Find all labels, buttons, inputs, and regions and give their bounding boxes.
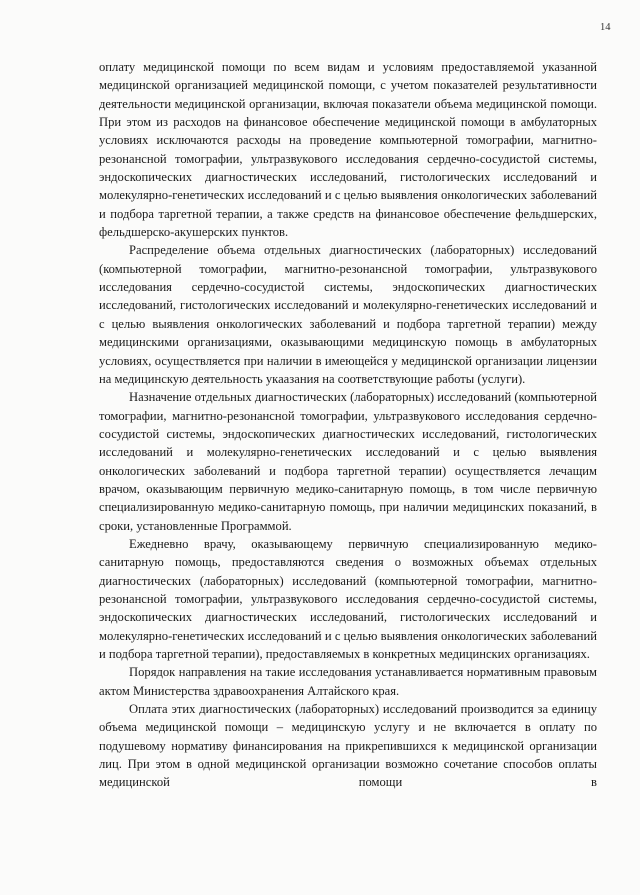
paragraph-continuation: оплату медицинской помощи по всем видам и условиям предоставляемой указанной медицинской организацией медицинской помощи, с учетом показателей результативности деятельности медицинской организации, включая показатели объема медицинской помощи. При этом из расходов на финансовое обеспечение медицинской помощи в амбулаторных условиях исключаются расходы на проведение компьютерной томографии, магнитно-резонансной томографии, ультразвукового исследования сердечно-сосудистой системы, эндоскопических диагностических исследований, гистологических исследований и молекулярно-генетических исследований и с целью выявления онкологических заболеваний и подбора таргетной терапии, а также средств на финансовое обеспечение фельдшерских, фельдшерско-акушерских пунктов.	[99, 60, 597, 240]
paragraph-assignment: Назначение отдельных диагностических (лабораторных) исследований (компьютерной томографии, магнитно-резонансной томографии, ультразвукового исследования сердечно-сосудистой системы, эндоскопических диагностических исследований, гистологических исследований и молекулярно-генетических исследований и с целью выявления онкологических заболеваний и подбора таргетной терапии) осуществляется лечащим врачом, оказывающим первичную медико-санитарную помощь, в том числе первичную специализированную медико-санитарную помощь, при наличии медицинских показаний, в сроки, установленные Программой.	[99, 390, 597, 533]
paragraph-payment: Оплата этих диагностических (лабораторных) исследований производится за единицу объема медицинской помощи – медицинскую услугу и не включается в оплату по подушевому нормативу финансирования на прикрепившихся к медицинской организации лиц. При этом в одной медицинской организации возможно сочетание способов оплаты медицинской помощи в	[99, 702, 597, 790]
paragraph-daily-info: Ежедневно врачу, оказывающему первичную специализированную медико-санитарную помощь, предоставляются сведения о возможных объемах отдельных диагностических (лабораторных) исследований (компьютерной томографии, магнитно-резонансной томографии, ультразвукового исследования сердечно-сосудистой системы, эндоскопических диагностических исследований, гистологических исследований и молекулярно-генетических исследований и с целью выявления онкологических заболеваний и подбора таргетной терапии), предоставляемых в конкретных медицинских организациях.	[99, 536, 597, 661]
paragraph-referral-order: Порядок направления на такие исследования устанавливается нормативным правовым актом Министерства здравоохранения Алтайского края.	[99, 665, 597, 698]
page-number: 14	[600, 22, 611, 33]
body-text	[99, 58, 597, 792]
paragraph-distribution: Распределение объема отдельных диагностических (лабораторных) исследований (компьютерной томографии, магнитно-резонансной томографии, ультразвукового исследования сердечно-сосудистой системы, эндоскопических диагностических исследований, гистологических исследований и молекулярно-генетических исследований и с целью выявления онкологических заболеваний и подбора таргетной терапии) между медицинскими организациями, оказывающими медицинскую помощь в амбулаторных условиях, осуществляется при наличии в имеющейся у медицинской организации лицензии на медицинскую деятельность укаазания на соответствующие работы (услуги).	[99, 243, 597, 386]
